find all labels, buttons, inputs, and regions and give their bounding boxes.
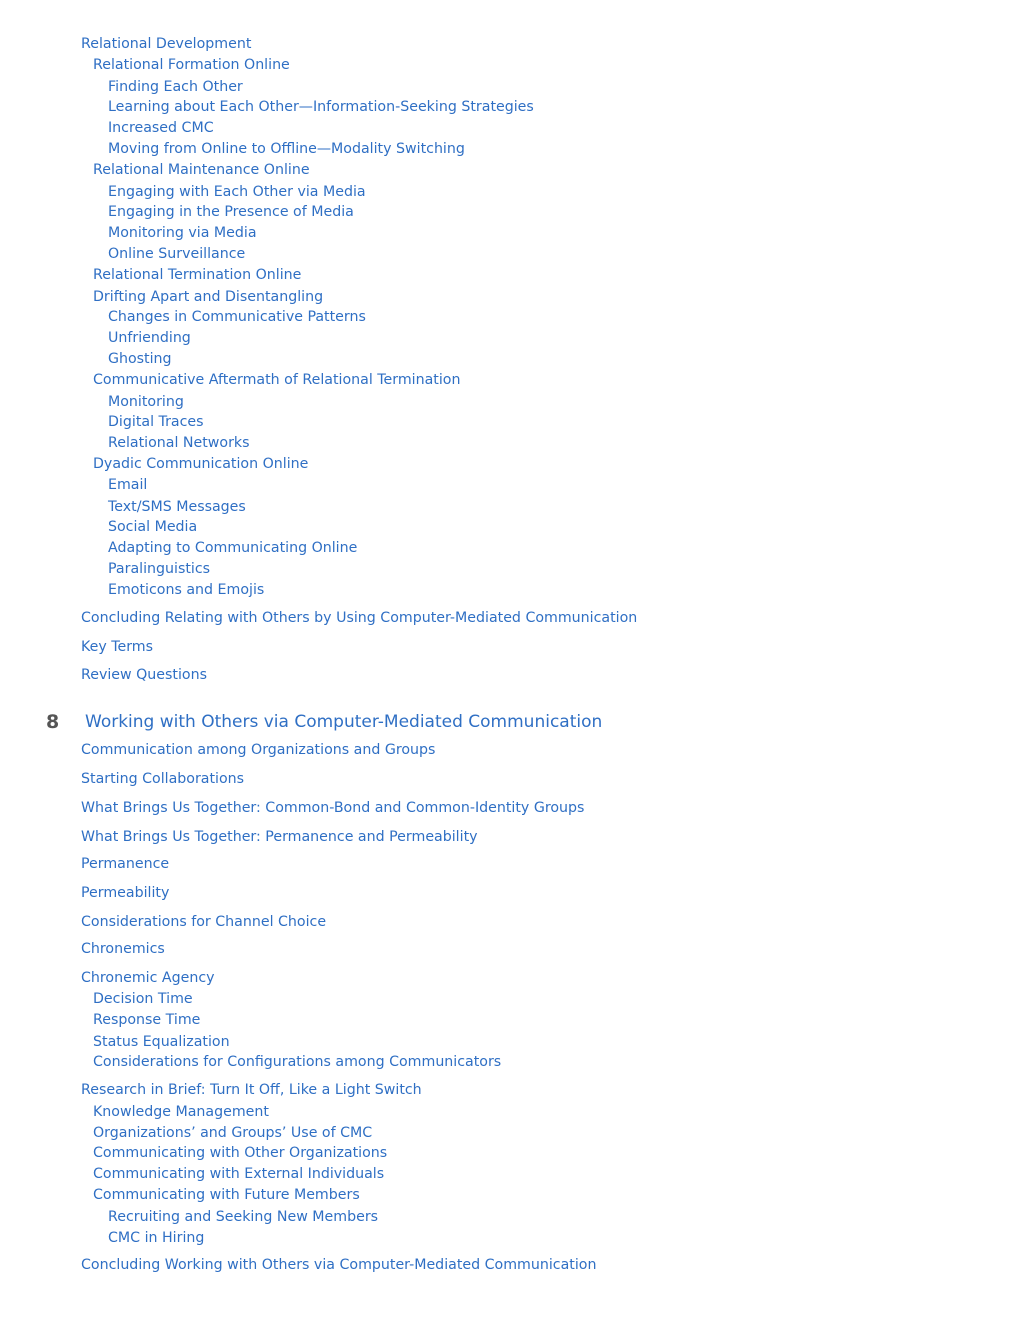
- toc-link-adapting-online[interactable]: Adapting to Communicating Online: [108, 540, 358, 556]
- chapter-title-link[interactable]: Working with Others via Computer-Mediated Communication: [85, 712, 603, 732]
- toc-link-engaging-via-media[interactable]: Engaging with Each Other via Media: [108, 184, 366, 200]
- toc-link-knowledge-management[interactable]: Knowledge Management: [93, 1104, 269, 1120]
- toc-link-drifting-apart[interactable]: Drifting Apart and Disentangling: [93, 289, 324, 305]
- toc-link-chronemic-agency[interactable]: Chronemic Agency: [81, 970, 215, 986]
- toc-link-common-bond[interactable]: What Brings Us Together: Common-Bond and Common-Identity Groups: [81, 800, 585, 816]
- toc-link-engaging-presence-media[interactable]: Engaging in the Presence of Media: [108, 204, 354, 220]
- toc-link-concluding-relating[interactable]: Concluding Relating with Others by Using Computer-Mediated Communication: [81, 610, 638, 626]
- toc-link-orgs-groups-cmc[interactable]: Organizations’ and Groups’ Use of CMC: [93, 1125, 373, 1141]
- toc-link-response-time[interactable]: Response Time: [93, 1012, 201, 1028]
- toc-link-relational-formation-online[interactable]: Relational Formation Online: [93, 57, 290, 73]
- toc-link-paralinguistics[interactable]: Paralinguistics: [108, 561, 211, 577]
- toc-link-chronemics[interactable]: Chronemics: [81, 941, 165, 957]
- toc-link-concluding-working[interactable]: Concluding Working with Others via Computer-Mediated Communication: [81, 1257, 597, 1273]
- toc-link-ghosting[interactable]: Ghosting: [108, 351, 172, 367]
- toc-link-configurations[interactable]: Considerations for Configurations among Communicators: [93, 1054, 502, 1070]
- chapter-number: 8: [46, 711, 60, 733]
- toc-link-finding-each-other[interactable]: Finding Each Other: [108, 79, 243, 95]
- toc-link-relational-termination-online[interactable]: Relational Termination Online: [93, 267, 302, 283]
- toc-link-decision-time[interactable]: Decision Time: [93, 991, 193, 1007]
- toc-link-channel-choice[interactable]: Considerations for Channel Choice: [81, 914, 327, 930]
- toc-link-dyadic-communication-online[interactable]: Dyadic Communication Online: [93, 456, 309, 472]
- toc-link-permanence[interactable]: Permanence: [81, 856, 170, 872]
- toc-link-monitoring-via-media[interactable]: Monitoring via Media: [108, 225, 257, 241]
- toc-link-other-orgs[interactable]: Communicating with Other Organizations: [93, 1145, 388, 1161]
- toc-link-unfriending[interactable]: Unfriending: [108, 330, 191, 346]
- toc-link-digital-traces[interactable]: Digital Traces: [108, 414, 204, 430]
- toc-link-external-individuals[interactable]: Communicating with External Individuals: [93, 1166, 385, 1182]
- toc-link-emoticons-emojis[interactable]: Emoticons and Emojis: [108, 582, 265, 598]
- toc-link-cmc-hiring[interactable]: CMC in Hiring: [108, 1230, 205, 1246]
- toc-link-relational-development[interactable]: Relational Development: [81, 36, 252, 52]
- toc-link-communication-orgs-groups[interactable]: Communication among Organizations and Groups: [81, 742, 436, 758]
- toc-link-online-surveillance[interactable]: Online Surveillance: [108, 246, 246, 262]
- toc-link-relational-networks[interactable]: Relational Networks: [108, 435, 250, 451]
- toc-link-review-questions[interactable]: Review Questions: [81, 667, 207, 683]
- toc-link-learning-about-each-other[interactable]: Learning about Each Other—Information-Seeking Strategies: [108, 99, 534, 115]
- toc-link-permeability[interactable]: Permeability: [81, 885, 170, 901]
- toc-link-relational-maintenance-online[interactable]: Relational Maintenance Online: [93, 162, 310, 178]
- toc-link-research-in-brief[interactable]: Research in Brief: Turn It Off, Like a Light Switch: [81, 1082, 422, 1098]
- toc-link-starting-collaborations[interactable]: Starting Collaborations: [81, 771, 245, 787]
- toc-link-email[interactable]: Email: [108, 477, 148, 493]
- toc-link-social-media[interactable]: Social Media: [108, 519, 198, 535]
- toc-link-status-equalization[interactable]: Status Equalization: [93, 1034, 230, 1050]
- toc-link-permanence-permeability[interactable]: What Brings Us Together: Permanence and Permeability: [81, 829, 478, 845]
- toc-link-recruiting[interactable]: Recruiting and Seeking New Members: [108, 1209, 379, 1225]
- toc-link-future-members[interactable]: Communicating with Future Members: [93, 1187, 360, 1203]
- toc-link-communicative-aftermath[interactable]: Communicative Aftermath of Relational Termination: [93, 372, 461, 388]
- toc-link-key-terms[interactable]: Key Terms: [81, 639, 154, 655]
- toc-link-monitoring[interactable]: Monitoring: [108, 394, 184, 410]
- toc-link-modality-switching[interactable]: Moving from Online to Offline—Modality Switching: [108, 141, 465, 157]
- toc-link-increased-cmc[interactable]: Increased CMC: [108, 120, 214, 136]
- toc-link-text-sms[interactable]: Text/SMS Messages: [108, 499, 246, 515]
- toc-link-changes-communicative-patterns[interactable]: Changes in Communicative Patterns: [108, 309, 366, 325]
